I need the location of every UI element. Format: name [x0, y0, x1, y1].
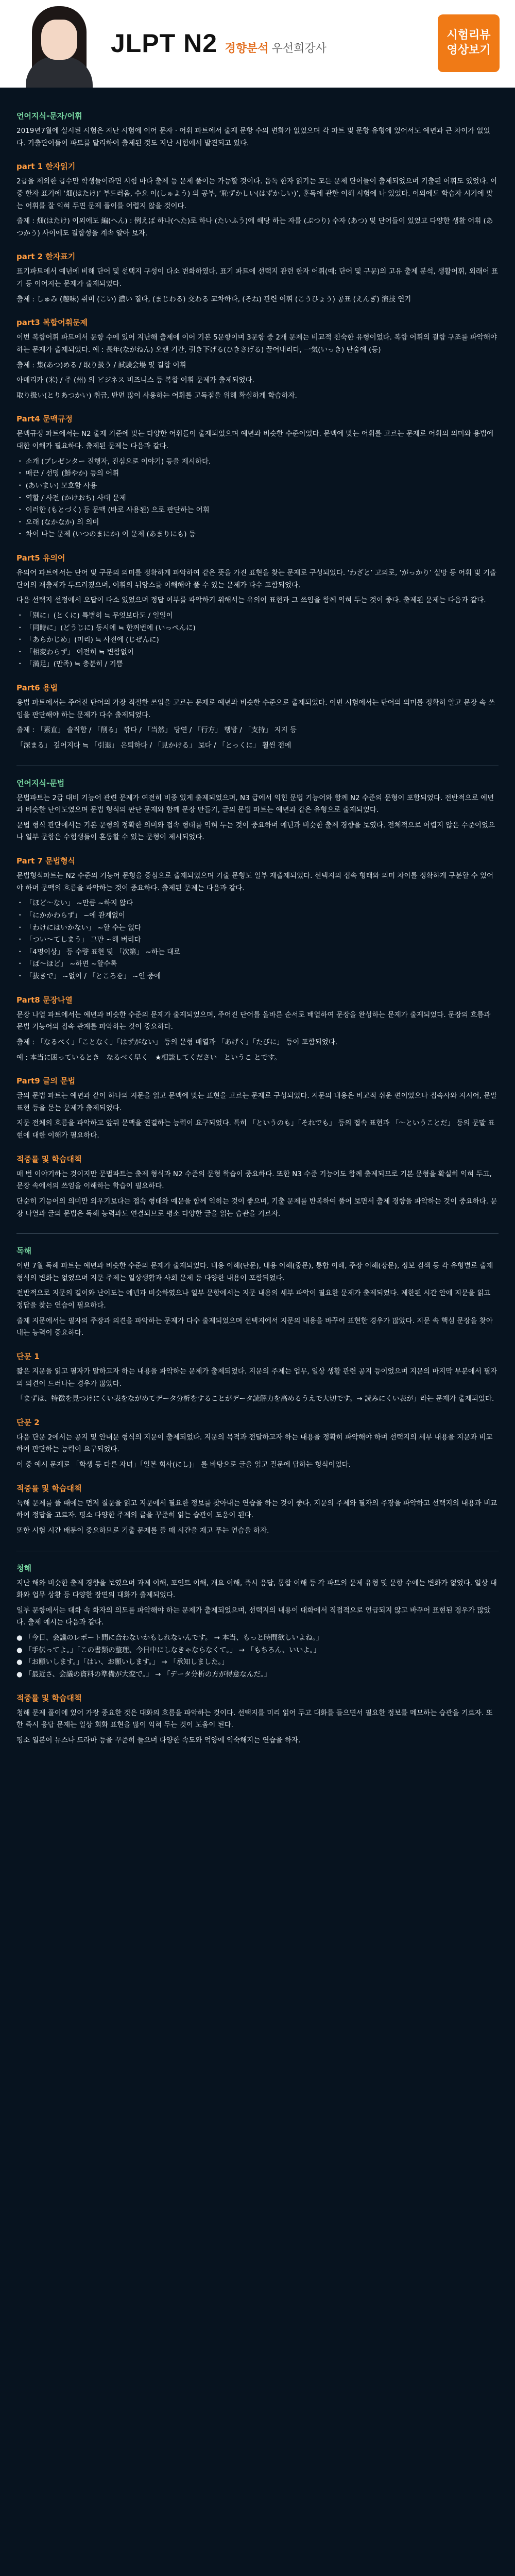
- paragraph: 문장 나열 파트에서는 예년과 비슷한 수준의 문제가 출제되었으며, 주어진 단어를 올바른 순서로 배열하여 문장을 완성하는 문제가 출제되었다. 문장의 흐름과 문법 기능어의 접속 관계를 파악하는 것이 중요하다.: [16, 1010, 491, 1031]
- paragraph: 출제 : 「なるべく」「ことなく」「はずがない」 등의 문형 배열과 「あげく」「たびに」 등이 포함되었다.: [16, 1038, 338, 1046]
- section-heading: Part5 유의어: [16, 553, 65, 563]
- list-item: ・ 「同時に」(どうじに) 동시에 ≒ 한꺼번에 (いっぺんに): [16, 623, 196, 632]
- list-item: ● 「お願いします。」「はい、お願いします。」 → 「承知しました。」: [16, 1658, 229, 1667]
- list-item: ・ 오래 (なかなか) 의 의미: [16, 518, 99, 527]
- bullet-list: [16, 610, 499, 671]
- page-title: [111, 28, 327, 58]
- section-heading: 적중률 및 학습대책: [16, 1154, 82, 1164]
- section-heading: 언어지식-문법: [16, 778, 65, 788]
- avatar: [21, 5, 98, 88]
- paragraph: 「深まる」 깊어지다 ≒ 「引退」 은퇴하다 / 「見かける」 보다 / 「とっくに」 훨씬 전에: [16, 741, 291, 750]
- bullet-list: [16, 1632, 499, 1681]
- paragraph: 이번 복합어휘 파트에서 문항 수에 있어 지난해 출제에 이어 기본 5문항이며 3문항 중 2개 문제는 비교적 친숙한 유형이었다. 복합 어휘의 결합 구조를 파악해야 하는 문제가 출제되었다. 예 : 長年(ながねん) 오랜 기간, 引き下げる(ひきさげる) 끌어내리다, 一気(いっき) 단숨에 (등): [16, 333, 497, 354]
- paragraph: 예 : 本当に困っているとき なるべく早く ★相談してください というこ とです。: [16, 1053, 281, 1062]
- paragraph: 출제 : しゅみ (趣味) 취미 (こい) 濃い 짙다, (まじわる) 交わる 교차하다, (そね) 관련 어휘 (こうひょう) 공표 (えんぎ) 演技 연기: [16, 295, 411, 303]
- list-item: ・ 「つい〜てしまう」 그만 ~해 버리다: [16, 936, 141, 944]
- list-item: ・ 이러한 (もとづく) 등 문맥 (바로 사용된) 으로 판단하는 어휘: [16, 506, 210, 515]
- paragraph: 다음 선택지 선정에서 오답이 다소 있었으며 정답 여부를 파악하기 위해서는 유의어 표현과 그 쓰임을 함께 익혀 두는 것이 좋다. 출제된 문제는 다음과 같다.: [16, 596, 486, 605]
- paragraph: 전반적으로 지문의 길이와 난이도는 예년과 비슷하였으나 일부 문항에서는 지문 내용의 세부 파악이 필요한 문제가 출제되었다. 제한된 시간 안에 지문을 읽고 정답을 찾는 연습이 필요하다.: [16, 1289, 491, 1310]
- section-heading: part3 복합어휘문제: [16, 318, 88, 328]
- bullet-list: [16, 456, 499, 541]
- level-label: JLPT N2: [111, 29, 218, 58]
- list-item: ・ 「満足」(만족) ≒ 충분히 / 기쁨: [16, 660, 123, 669]
- paragraph: 단순히 기능어의 의미만 외우기보다는 접속 형태와 예문을 함께 익히는 것이 좋으며, 기출 문제를 반복하여 풀어 보면서 출제 경향을 파악하는 것이 중요하다. 문장 나열과 글의 문법은 독해 능력과도 연결되므로 평소 다양한 글을 읽는 습관을 기르자.: [16, 1197, 497, 1218]
- section-heading: part 1 한자읽기: [16, 162, 76, 172]
- list-item: ・ 「あらかじめ」(미리) ≒ 사전에 (じぜんに): [16, 636, 159, 645]
- bullet-list: [16, 897, 499, 982]
- list-item: ・ 「相変わらず」 여전히 ≒ 변함없이: [16, 648, 134, 656]
- paragraph: 지문 전체의 흐름을 파악하고 앞뒤 문맥을 연결하는 능력이 요구되었다. 특히 「というのも」「それでも」 등의 접속 표현과 「〜ということだ」 등의 문말 표현에 대한 이해가 필요하다.: [16, 1119, 495, 1140]
- paragraph: 일부 문항에서는 대화 속 화자의 의도를 파악해야 하는 문제가 출제되었으며, 선택지의 내용이 대화에서 직접적으로 언급되지 않고 바꾸어 표현된 경우가 많았다. 출제 예시는 다음과 같다.: [16, 1606, 491, 1627]
- paragraph: 2급을 제외한 급수만 학생들이라면 시험 마다 출제 등 문제 풀이는 가능할 것이다. 음독 한자 읽기는 모든 문제 단어들이 출제되었으며 기출된 어휘도 있었다. 이 중 한자 표기에 ‘畑(はたけ)’ 부드러움, 수요 이(しゅよう) 의 공부, ‘恥ずかしい(はずかしい)’, 훈독에 관한 이해 시험에 나 있었다. 이외에도 학습자 시기에 맞는 어휘를 잘 익혀 두면 문제 풀이를 어렵지 않을 것이다.: [16, 177, 497, 210]
- list-item: ・ 소개 (プレゼンター 진행자, 진심으로 이야기) 등을 제시하다.: [16, 457, 211, 466]
- section-heading: Part9 글의 문법: [16, 1076, 76, 1086]
- paragraph: 「まずは、特徴を見つけにくい表をながめてデータ分析をすることがデータ読解力を高めるうえで大切です。→ 読みにくい表が」라는 문제가 출제되었다.: [16, 1395, 494, 1403]
- section-heading: 청해: [16, 1563, 31, 1573]
- author-name: 경향분석: [225, 42, 269, 55]
- paragraph: 2019년7월에 실시된 시험은 지난 시험에 이어 문자 · 어휘 파트에서 출제 문항 수의 변화가 없었으며 각 파트 및 문항 유형에 있어서도 예년과 큰 차이가 없었다. 기출단어들이 파트를 달리하여 출제된 것도 지난 시험에서 발견되고 있다.: [16, 127, 490, 147]
- header: [0, 0, 515, 88]
- paragraph: 문맥규정 파트에서는 N2 출제 기준에 맞는 다양한 어휘들이 출제되었으며 예년과 비슷한 수준이었다. 문맥에 맞는 어휘를 고르는 문제로 어휘의 의미와 용법에 대한 이해가 필요하다. 출제된 문제는 다음과 같다.: [16, 430, 494, 450]
- paragraph: 다음 단문 2에서는 공지 및 안내문 형식의 지문이 출제되었다. 지문의 목적과 전달하고자 하는 내용을 정확히 파악해야 하며 선택지의 세부 내용을 지문과 비교하여 판단하는 능력이 요구되었다.: [16, 1433, 493, 1454]
- list-item: ・ 차이 나는 문제 (いつのまにか) 이 문제 (あまりにも) 등: [16, 530, 196, 539]
- list-item: ・ 매끈 / 선명 (鮮やか) 등의 어휘: [16, 469, 119, 478]
- list-item: ● 「最近さ、会議の資料の準備が大変で。」 → 「データ分析の方が得意なんだ。」: [16, 1670, 271, 1679]
- paragraph: 평소 일본어 뉴스나 드라마 등을 꾸준히 들으며 다양한 속도와 억양에 익숙해지는 연습을 하자.: [16, 1736, 301, 1744]
- section-heading: 적중률 및 학습대책: [16, 1693, 82, 1703]
- list-item: ・ 「ば〜ほど」 ~하면 ~할수록: [16, 960, 117, 969]
- section-heading: Part 7 문법형식: [16, 856, 76, 866]
- paragraph: 이번 7월 독해 파트는 예년과 비슷한 수준의 문제가 출제되었다. 내용 이해(단문), 내용 이해(중문), 통합 이해, 주장 이해(장문), 정보 검색 등 각 유형별로 출제 형식의 변화는 없었으며 지문 주제는 일상생활과 사회 문제 등 다양한 내용이 포함되었다.: [16, 1262, 493, 1282]
- paragraph: 이 중 예시 문제로 「학생 등 다른 자녀」「일본 회사(にし)」 를 바탕으로 글을 읽고 질문에 답하는 형식이었다.: [16, 1461, 351, 1469]
- paragraph: 짧은 지문을 읽고 필자가 말하고자 하는 내용을 파악하는 문제가 출제되었다. 지문의 주제는 업무, 일상 생활 관련 공지 등이었으며 지문의 마지막 부분에서 필자의 의견이 드러나는 경우가 많았다.: [16, 1367, 497, 1388]
- section-heading: Part4 문맥규정: [16, 414, 73, 424]
- paragraph: 取り扱い(とりあつかい) 취급, 반면 많이 사용하는 어휘를 고득점을 위해 확실하게 학습하자.: [16, 391, 297, 400]
- paragraph: 아메리카 (米) / 주 (州) 의 ビジネス 비즈니스 등 복합 어휘 문제가 출제되었다.: [16, 376, 254, 385]
- list-item: ● 「手伝ってよ。」「この書類の整理、今日中にしなきゃならなくて。」 → 「もちろん、いいよ。」: [16, 1646, 321, 1654]
- list-item: ・ 「4명이상」 등 수량 표현 및 「次第」 ~하는 대로: [16, 947, 181, 956]
- paragraph: 글의 문법 파트는 예년과 같이 하나의 지문을 읽고 문맥에 맞는 표현을 고르는 문제로 구성되었다. 지문의 내용은 비교적 쉬운 편이었으나 접속사와 지시어, 문말 표현 등을 묻는 문제가 출제되었다.: [16, 1092, 497, 1112]
- section-heading: 적중률 및 학습대책: [16, 1483, 82, 1493]
- paragraph: 독해 문제를 풀 때에는 먼저 질문을 읽고 지문에서 필요한 정보를 찾아내는 연습을 하는 것이 좋다. 지문의 주제와 필자의 주장을 파악하고 선택지의 내용과 비교하여 정답을 고르자. 평소 다양한 주제의 글을 꾸준히 읽는 습관이 도움이 된다.: [16, 1499, 497, 1520]
- paragraph: 청해 문제 풀이에 있어 가장 중요한 것은 대화의 흐름을 파악하는 것이다. 선택지를 미리 읽어 두고 대화를 들으면서 필요한 정보를 메모하는 습관을 기르자. 또한 즉시 응답 문제는 일상 회화 표현을 많이 익혀 두는 것이 도움이 된다.: [16, 1708, 493, 1730]
- section-heading: 단문 2: [16, 1417, 40, 1427]
- paragraph: 문법 형식 판단에서는 기본 문형의 정확한 의미와 접속 형태를 익혀 두는 것이 중요하며 예년과 비슷한 출제 경향을 보였다. 전체적으로 어렵지 않은 수준이었으나 일부 문항은 수험생들이 혼동할 수 있는 문형이 제시되었다.: [16, 821, 495, 842]
- paragraph: 또한 시험 시간 배분이 중요하므로 기출 문제를 풀 때 시간을 재고 푸는 연습을 하자.: [16, 1526, 269, 1535]
- paragraph: 용법 파트에서는 주어진 단어의 가장 적절한 쓰임을 고르는 문제로 예년과 비슷한 수준으로 출제되었다. 이번 시험에서는 단어의 의미를 정확히 알고 문장 속 쓰임을 판단해야 하는 문제가 다수 출제되었다.: [16, 699, 495, 719]
- section-heading: 독해: [16, 1246, 31, 1256]
- paragraph: 출제 : 「素直」 솔직함 / 「削る」 깎다 / 「当然」 당연 / 「行方」 행방 / 「支持」 지지 등: [16, 726, 297, 735]
- paragraph: 출제 : 集(あつ)める / 取り扱う / 試験会場 및 결합 어휘: [16, 361, 186, 369]
- author-role: 우선희강사: [271, 42, 327, 55]
- list-item: ● 「今日、会議のレポート間に合わないかもしれないんです。 → 本当、もっと時間欲しいよね。」: [16, 1634, 323, 1642]
- paragraph: 문법파트는 2급 대비 기능어 관련 문제가 여전히 비중 있게 출제되었으며, N3 급에서 익힌 문법 기능어와 함께 N2 수준의 문형이 포함되었다. 전반적으로 예년과 비슷한 난이도였으며 문법 형식의 판단 문제와 함께 문장 만들기, 글의 문법 파트는 예년과 같은 유형으로 출제되었다.: [16, 793, 494, 815]
- paragraph: 출제 지문에서는 필자의 주장과 의견을 파악하는 문제가 다수 출제되었으며 선택지에서 지문의 내용을 바꾸어 표현한 경우가 많았다. 지문 속 핵심 문장을 찾아내는 능력이 중요하다.: [16, 1316, 493, 1337]
- list-item: ・ 역할 / 사전 (かけおち) 사태 문제: [16, 494, 126, 502]
- list-item: ・ 「抜きで」 ~없이 / 「ところを」 ~인 중에: [16, 972, 161, 980]
- analysis-content: [0, 88, 515, 1770]
- paragraph: 지난 해와 비슷한 출제 경향을 보였으며 과제 이해, 포인트 이해, 개요 이해, 즉시 응답, 통합 이해 등 각 파트의 문제 유형 및 문항 수에는 변화가 없었다. 일상 대화와 업무 상황 등 다양한 장면의 대화가 출제되었다.: [16, 1579, 497, 1600]
- paragraph: 매 번 이야기하는 것이지만 문법파트는 출제 형식과 N2 수준의 문형 학습이 중요하다. 또한 N3 수준 기능어도 함께 출제되므로 기본 문형을 확실히 익혀 두고, 문장 속에서의 쓰임을 이해하는 학습이 필요하다.: [16, 1170, 492, 1191]
- list-item: ・ 「ほど〜ない」 ~만큼 ~하지 않다: [16, 899, 133, 908]
- review-video-button[interactable]: 시험리뷰 영상보기: [438, 14, 500, 72]
- list-item: ・ 「別に」(とくに) 특별히 ≒ 무엇보다도 / 일일이: [16, 611, 173, 620]
- paragraph: 출제 : 畑(はたけ) 이외에도 編(へん) : 例えば 하나(へた)로 하나 (たいふう)에 해당 하는 자를 (ぶつり) 수자 (あつ) 및 단어들이 있었고 다양한 생활 어휘 (あつかう) 사이에도 결합성을 계속 알아 보자.: [16, 217, 493, 238]
- paragraph: 문법형식파트는 N2 수준의 기능어 문형을 중심으로 출제되었으며 기출 문형도 일부 재출제되었다. 선택지의 접속 형태와 의미 차이를 정확하게 구분할 수 있어야 하며 문맥의 흐름을 파악하는 것이 중요하다. 출제된 문제는 다음과 같다.: [16, 872, 494, 892]
- section-heading: part 2 한자표기: [16, 252, 76, 262]
- section-heading: 단문 1: [16, 1351, 40, 1361]
- divider: [16, 1233, 499, 1234]
- list-item: ・ 「わけにはいかない」 ~할 수는 없다: [16, 923, 142, 932]
- list-item: ・ (あいまい) 모호함 사용: [16, 481, 97, 490]
- section-heading: 언어지식-문자/어휘: [16, 111, 82, 121]
- section-heading: Part8 문장나열: [16, 995, 73, 1005]
- paragraph: 유의어 파트에서는 단어 및 구문의 의미를 정확하게 파악하여 같은 뜻을 가진 표현을 찾는 문제로 구성되었다. ‘わざと’ 고의로, ‘がっかり’ 실망 등 어휘 및 기출 단어의 재출제가 두드러졌으며, 어휘의 뉘앙스를 이해해야 풀 수 있는 문제가 다수 포함되었다.: [16, 569, 496, 589]
- section-heading: Part6 용법: [16, 683, 58, 692]
- paragraph: 표기파트에서 예년에 비해 단어 및 선택지 구성이 다소 변화하였다. 표기 파트에 선택지 관련 한자 어휘(예: 단어 및 구문)의 고유 출제 분석, 생활어휘, 외래어 표기 등 이어지는 문제가 출제되었다.: [16, 267, 499, 288]
- list-item: ・ 「にかかわらず」 ~에 관계없이: [16, 911, 125, 920]
